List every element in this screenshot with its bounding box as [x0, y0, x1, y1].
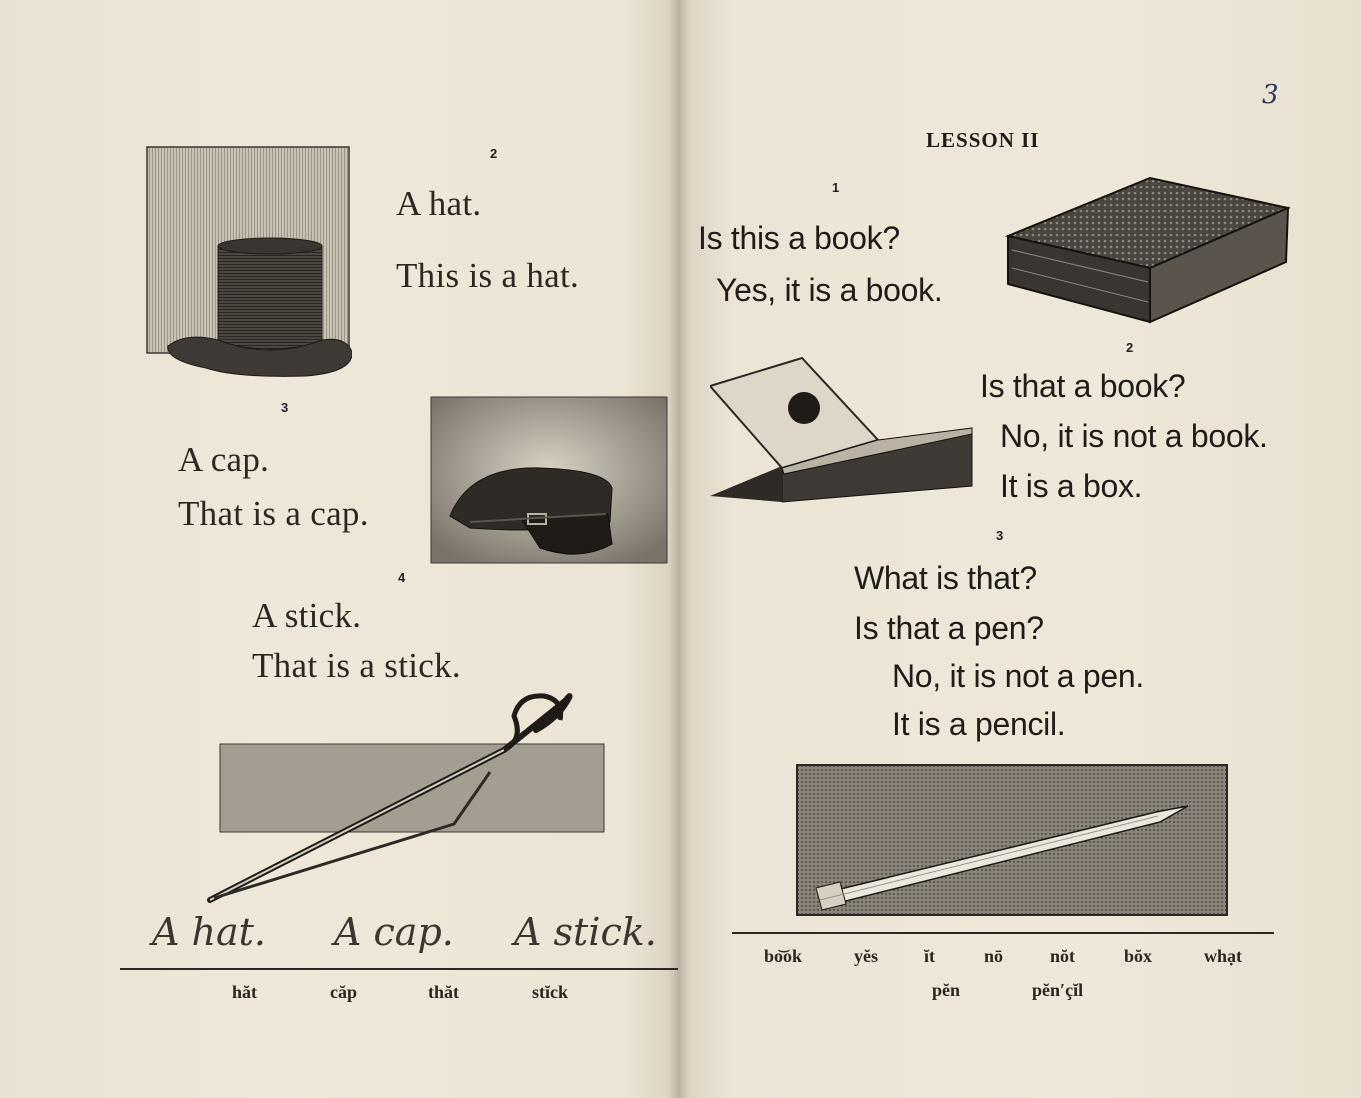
book-icon	[1000, 172, 1290, 326]
box-line-2: No, it is not a book.	[1000, 418, 1268, 454]
stick-icon	[204, 690, 608, 906]
cap-line-1: A cap.	[178, 440, 270, 479]
vocab-word: nŏt	[1050, 946, 1076, 966]
cap-line-2: That is a cap.	[178, 494, 369, 533]
item-number: 3	[996, 528, 1004, 543]
script-word: A cap.	[334, 910, 454, 954]
box-icon	[710, 356, 978, 506]
book-line-1: Is this a book?	[698, 220, 900, 256]
script-word: A hat.	[152, 910, 266, 954]
vocab-word: ĭt	[924, 946, 935, 966]
pencil-line-4: It is a pencil.	[892, 706, 1066, 742]
script-word: A stick.	[514, 910, 657, 954]
book-gutter	[668, 0, 690, 1098]
cap-icon	[430, 396, 668, 566]
left-page	[0, 0, 678, 1098]
item-number: 4	[398, 570, 406, 585]
pencil-line-1: What is that?	[854, 560, 1037, 596]
page-number: 3	[1262, 80, 1279, 110]
vocab-word: pĕn	[932, 980, 961, 1000]
divider	[120, 968, 684, 970]
item-number: 3	[281, 400, 289, 415]
stick-line-2: That is a stick.	[252, 646, 461, 685]
vocab-word: căp	[330, 982, 357, 1002]
item-number: 2	[490, 146, 498, 161]
vocab-word: thăt	[428, 982, 459, 1002]
vocab-word: yĕs	[854, 946, 878, 966]
divider	[732, 932, 1274, 934]
book-line-2: Yes, it is a book.	[716, 272, 943, 308]
hat-line-1: A hat.	[396, 184, 482, 223]
vocab-word: hăt	[232, 982, 258, 1002]
vocab-word: bo͝ok	[764, 946, 803, 966]
item-number: 2	[1126, 340, 1134, 355]
pencil-line-3: No, it is not a pen.	[892, 658, 1144, 694]
vocab-word: nō	[984, 946, 1004, 966]
right-page	[678, 0, 1361, 1098]
hat-icon	[146, 146, 352, 378]
stick-line-1: A stick.	[252, 596, 362, 635]
vocab-word: stĭck	[532, 982, 568, 1002]
item-number: 1	[832, 180, 840, 195]
box-line-1: Is that a book?	[980, 368, 1186, 404]
pencil-line-2: Is that a pen?	[854, 610, 1044, 646]
hat-line-2: This is a hat.	[396, 256, 580, 295]
vocab-word: pĕn′çĭl	[1032, 980, 1084, 1000]
pencil-icon	[796, 764, 1230, 918]
vocab-word: bŏx	[1124, 946, 1153, 966]
vocab-word: whạt	[1204, 946, 1243, 966]
lesson-title: LESSON II	[926, 128, 1040, 152]
box-line-3: It is a box.	[1000, 468, 1143, 504]
